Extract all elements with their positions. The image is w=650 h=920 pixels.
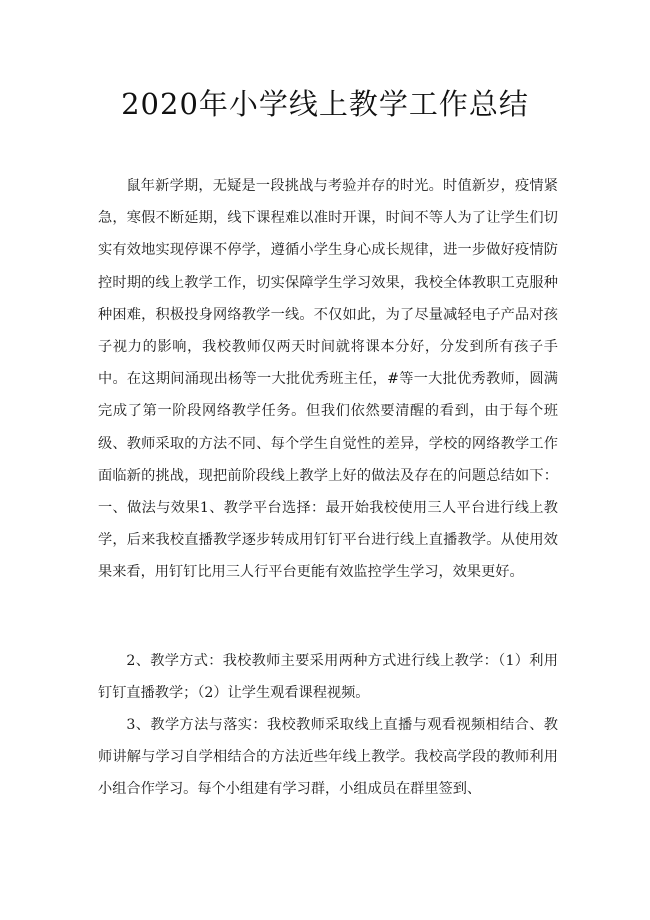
paragraph: 鼠年新学期，无疑是一段挑战与考验并存的时光。时值新岁，疫情紧急，寒假不断延期，线下课程难以准时开课，时间不等人为了让学生们切实有效地实现停课不停学，遵循小学生身心成长规律，进一步做好疫情防控时期的线上教学工作，切实保障学生学习效果，我校全体教职工克服种种困难，积极投身网络教学一线。不仅如此，为了尽量减轻电子产品对孩子视力的影响，我校教师仅两天时间就将课本分好，分发到所有孩子手中。在这期间涌现出杨等一大批优秀班主任，#等一大批优秀教师，圆满完成了第一阶段网络教学任务。但我们依然要清醒的看到，由于每个班级、教师采取的方法不同、每个学生自觉性的差异，学校的网络教学工作面临新的挑战，现把前阶段线上教学上好的做法及存在的问题总结如下：一、做法与效果1、教学平台选择：最开始我校使用三人平台进行线上教学，后来我校直播教学逐步转成用钉钉平台进行线上直播教学。从使用效果来看，用钉钉比用三人行平台更能有效监控学生学习，效果更好。	[98, 178, 558, 581]
paragraph: 3、教学方法与落实：我校教师采取线上直播与观看视频相结合、教师讲解与学习自学相结合的方法近些年线上教学。我校高学段的教师利用小组合作学习。每个小组建有学习群，小组成员在群里签到、	[98, 717, 558, 798]
paragraph: 2、教学方式：我校教师主要采用两种方式进行线上教学：（1）利用钉钉直播教学；（2）让学生观看课程视频。	[98, 653, 558, 702]
document-title: 2020年小学线上教学工作总结	[121, 87, 529, 121]
